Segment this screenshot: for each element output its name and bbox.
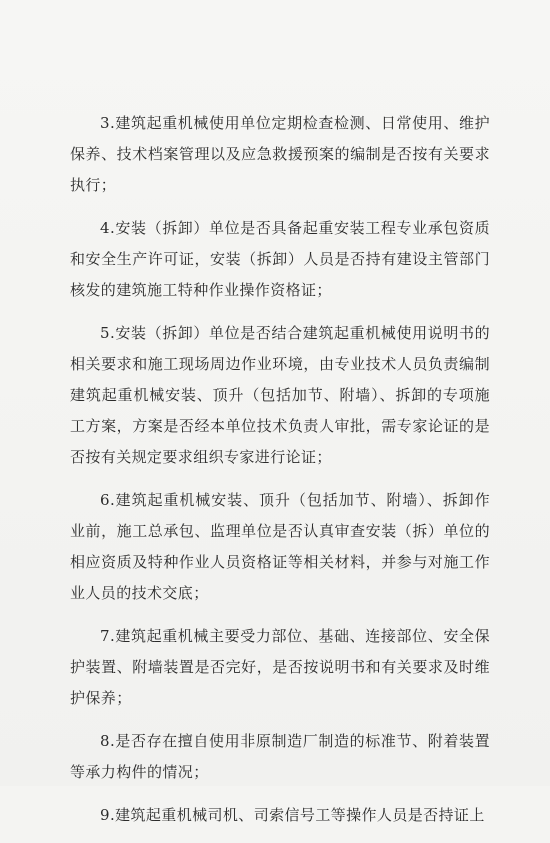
document-body xyxy=(70,108,490,843)
paragraph-item-7: 7.建筑起重机械主要受力部位、基础、连接部位、安全保护装置、附墙装置是否完好，是否按说明书和有关要求及时维护保养； xyxy=(70,627,490,707)
paragraph-item-4: 4.安装（拆卸）单位是否具备起重安装工程专业承包资质和安全生产许可证，安装（拆卸）人员是否持有建设主管部门核发的建筑施工特种作业操作资格证； xyxy=(70,219,490,299)
paragraph-item-5: 5.安装（拆卸）单位是否结合建筑起重机械使用说明书的相关要求和施工现场周边作业环境，由专业技术人员负责编制建筑起重机械安装、顶升（包括加节、附墙）、拆卸的专项施工方案，方案是否经本单位技术负责人审批，需专家论证的是否按有关规定要求组织专家进行论证； xyxy=(70,324,490,466)
paragraph-item-3: 3.建筑起重机械使用单位定期检查检测、日常使用、维护保养、技术档案管理以及应急救援预案的编制是否按有关要求执行； xyxy=(70,114,490,194)
paragraph-item-9: 9.建筑起重机械司机、司索信号工等操作人员是否持证上 xyxy=(100,806,485,824)
paragraph-item-6: 6.建筑起重机械安装、顶升（包括加节、附墙）、拆卸作业前，施工总承包、监理单位是否认真审查安装（拆）单位的相应资质及特种作业人员资格证等相关材料，并参与对施工作业人员的技术交底； xyxy=(70,491,490,602)
paragraph-item-8: 8.是否存在擅自使用非原制造厂制造的标准节、附着装置等承力构件的情况； xyxy=(70,732,490,781)
